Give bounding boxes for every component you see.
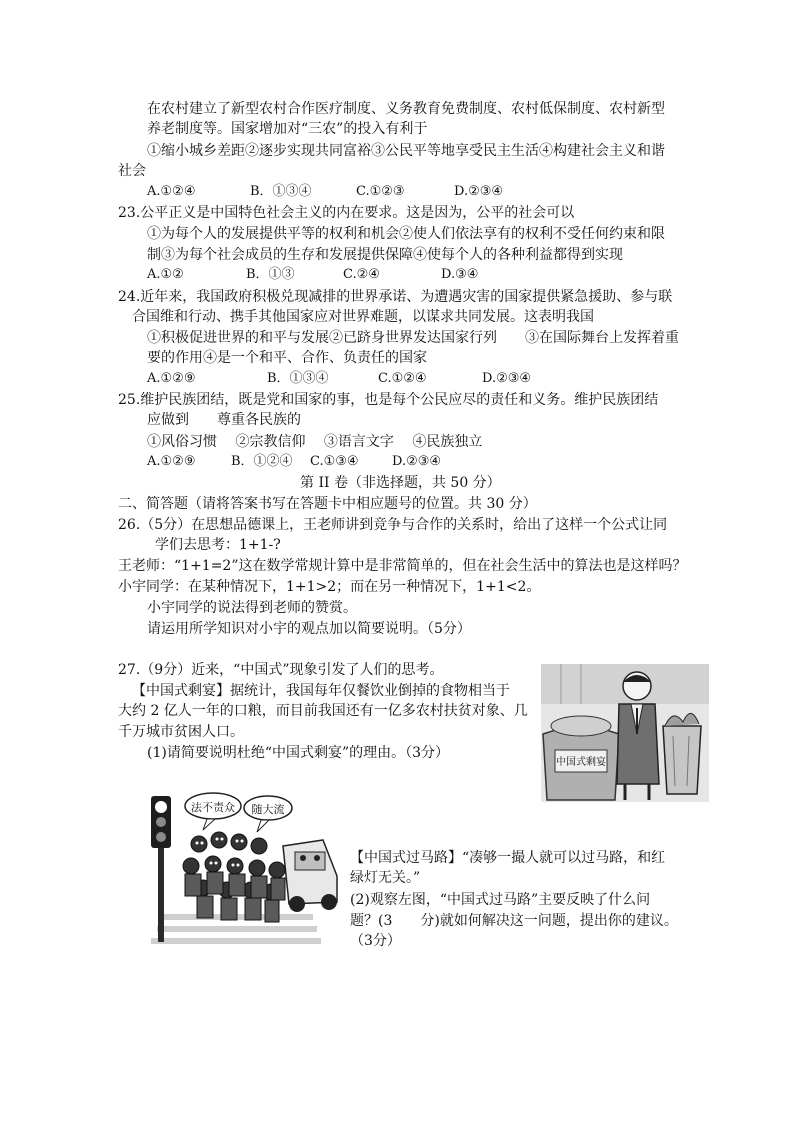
- q25-items-line1: ①风俗习惯 ②宗教信仰 ③语言文字 ④民族独立: [147, 434, 483, 450]
- q22-option-b: B．①③④: [250, 184, 312, 199]
- q26-line6: 请运用所学知识对小宇的观点加以简要说明。（5分）: [147, 621, 471, 637]
- crossing-road-cartoon: [143, 786, 341, 944]
- q24-option-a: A.①②⑨: [147, 371, 196, 386]
- q25-option-d: D.②③④: [392, 454, 442, 469]
- q22-items-line1: ①缩小城乡差距②逐步实现共同富裕③公民平等地享受民主生活④构建社会主义和谐: [147, 143, 665, 159]
- q24-items-line1: ①积极促进世界的和平与发展②已跻身世界发达国家行列 ③在国际舞台上发挥着重: [147, 330, 679, 346]
- q24-stem-line2: 合国维和行动、携手其他国家应对世界难题，以谋求共同发展。这表明我国: [132, 309, 594, 325]
- q24-option-b: B．①③④: [267, 371, 329, 386]
- q24-option-d: D.②③④: [482, 371, 532, 386]
- q22-option-a: A.①②④: [147, 184, 196, 199]
- q27-line5: (1)请简要说明杜绝“中国式剩宴”的理由。（3分）: [147, 745, 450, 761]
- q24-items-line2: 要的作用④是一个和平、合作、负责任的国家: [147, 350, 427, 366]
- crossing-line5: （3分）: [350, 933, 401, 949]
- q25-option-b: B．①②④: [231, 454, 293, 469]
- part2-title: 第 II 卷（非选择题，共 50 分）: [300, 475, 501, 491]
- crossing-line1: 【中国式过马路】“凑够一撮人就可以过马路，和红: [350, 850, 666, 866]
- q23-option-a: A.①②: [147, 267, 184, 282]
- q26-line4: 小宇同学：在某种情况下，1+1>2；而在另一种情况下，1+1<2。: [118, 579, 541, 595]
- q23-option-c: C.②④: [343, 267, 380, 282]
- crossing-line4: 题？(3 分)就如何解决这一问题，提出你的建议。: [350, 913, 678, 929]
- q23-option-b: B．①③: [246, 267, 295, 282]
- wasted-banquet-sign: 中国式剩宴: [556, 757, 606, 768]
- q25-stem-line2: 应做到 尊重各民族的: [147, 412, 301, 428]
- section2-title: 二、简答题（请将答案书写在答题卡中相应题号的位置。共 30 分）: [118, 496, 537, 512]
- q25-option-c: C.①③④: [310, 454, 359, 469]
- q22-option-c: C.①②③: [356, 184, 405, 199]
- q25-stem-line1: 25.维护民族团结，既是党和国家的事，也是每个公民应尽的责任和义务。维护民族团结: [118, 392, 659, 408]
- q24-stem-line1: 24.近年来，我国政府积极兑现减排的世界承诺、为遭遇灾害的国家提供紧急援助、参与联: [118, 289, 673, 305]
- q26-line1: 26.（5分）在思想品德课上，王老师讲到竞争与合作的关系时，给出了这样一个公式让同: [118, 517, 668, 533]
- q26-line5: 小宇同学的说法得到老师的赞赏。: [147, 600, 357, 616]
- crossing-line2: 绿灯无关。”: [350, 870, 421, 886]
- q24-option-c: C.①②④: [378, 371, 427, 386]
- wasted-banquet-cartoon: [541, 664, 709, 802]
- q27-line1: 27.（9分）近来，“中国式”现象引发了人们的思考。: [118, 662, 444, 678]
- crossing-line3: (2)观察左图，“中国式过马路”主要反映了什么问: [350, 892, 651, 908]
- q27-line4: 千万城市贫困人口。: [118, 724, 244, 740]
- bubble-sui-da-liu: 随大流: [251, 803, 285, 816]
- q22-stem-line1: 在农村建立了新型农村合作医疗制度、义务教育免费制度、农村低保制度、农村新型: [147, 101, 665, 117]
- q22-stem-line2: 养老制度等。国家增加对“三农”的投入有利于: [147, 121, 428, 137]
- q23-items-line2: 制③为每个社会成员的生存和发展提供保障④使每个人的各种利益都得到实现: [147, 247, 623, 263]
- q23-items-line1: ①为每个人的发展提供平等的权利和机会②使人们依法享有的权利不受任何约束和限: [147, 226, 665, 242]
- q26-line3: 王老师：“1+1=2”这在数学常规计算中是非常简单的，但在社会生活中的算法也是这样吗？: [118, 558, 687, 574]
- q26-line2: 学们去思考：1+1-?: [155, 537, 281, 553]
- q23-option-d: D.③④: [441, 267, 479, 282]
- q25-option-a: A.①②⑨: [147, 454, 196, 469]
- q27-line3: 大约 2 亿人一年的口粮，而目前我国还有一亿多农村扶贫对象、几: [118, 703, 528, 719]
- q22-option-d: D.②③④: [454, 184, 504, 199]
- q22-items-line2: 社会: [118, 163, 146, 179]
- bubble-fa-bu-ze-zhong: 法不责众: [191, 801, 235, 814]
- q27-line2: 【中国式剩宴】据统计，我国每年仅餐饮业倒掉的食物相当于: [132, 683, 510, 699]
- q23-stem: 23.公平正义是中国特色社会主义的内在要求。这是因为，公平的社会可以: [118, 205, 575, 221]
